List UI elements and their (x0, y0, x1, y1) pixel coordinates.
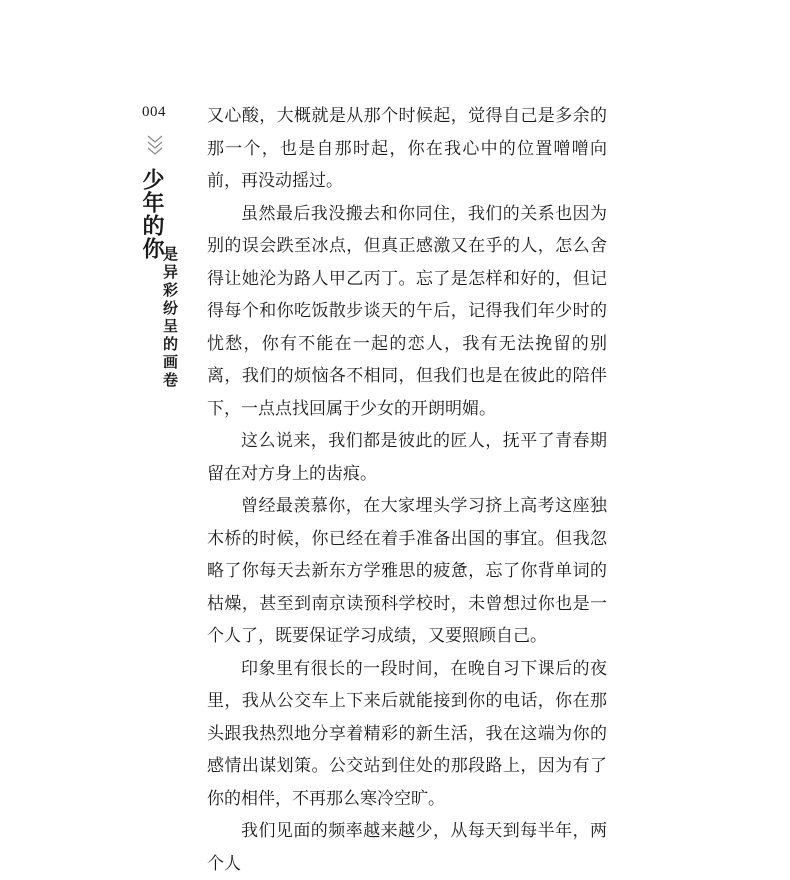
paragraph-4: 曾经最羡慕你，在大家埋头学习挤上高考这座独木桥的时候，你已经在着手准备出国的事宜。但我忽略了你每天去新东方学雅思的疲惫，忘了你背单词的枯燥，甚至到南京读预科学校时，未曾想过你也是一个人了，既要保证学习成绩，又要照顾自己。 (207, 496, 607, 646)
page-number: 004 (142, 104, 166, 120)
paragraph-2: 虽然最后我没搬去和你同住，我们的关系也因为别的误会跌至冰点，但真正感激又在乎的人，怎么舍得让她沦为路人甲乙丙丁。忘了是怎样和好的，但记得每个和你吃饭散步谈天的午后，记得我们年少时的忧愁，你有不能在一起的恋人，我有无法挽留的别离，我们的烦恼各不相同，但我们也是在彼此的陪伴下，一点点找回属于少女的开朗明媚。 (207, 203, 607, 419)
body-text (207, 100, 607, 880)
book-title: 少年的你 (139, 168, 164, 260)
paragraph-1: 又心酸，大概就是从那个时候起，觉得自己是多余的那一个，也是自那时起，你在我心中的位置噌噌向前，再没动摇过。 (207, 106, 607, 191)
paragraph-6: 我们见面的频率越来越少，从每天到每半年，两个人 (207, 821, 607, 874)
running-head (140, 168, 184, 390)
book-subtitle: 是异彩纷呈的画卷 (161, 246, 179, 390)
chevron-down-icon (146, 134, 164, 158)
paragraph-3: 这么说来，我们都是彼此的匠人，抚平了青春期留在对方身上的齿痕。 (207, 431, 607, 484)
paragraph-5: 印象里有很长的一段时间，在晚自习下课后的夜里，我从公交车上下来后就能接到你的电话，你在那头跟我热烈地分享着精彩的新生活，我在这端为你的感情出谋划策。公交站到住处的那段路上，因为有了你的相伴，不再那么寒冷空旷。 (207, 658, 607, 809)
